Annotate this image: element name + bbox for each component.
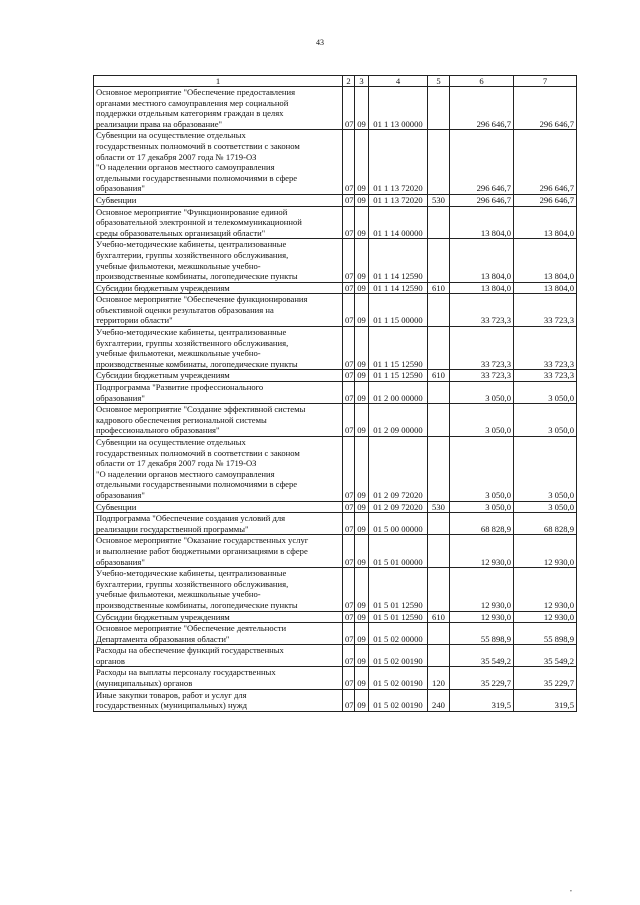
row-value-cell: 01 5 02 00190	[369, 667, 428, 689]
row-value-cell: 296 646,7	[514, 194, 577, 206]
row-value-cell: 3 050,0	[450, 437, 514, 502]
row-name-cell: Субвенции на осуществление отдельных государственных полномочий в соответствии с законом области от 17 декабря 2007 года № 1719-ОЗ "О наделении органов местного самоуправления отдельными государственными полномочиями в сфере образования"	[94, 437, 343, 502]
row-value-cell: 35 549,2	[450, 645, 514, 667]
row-value-cell: 01 5 02 00000	[369, 623, 428, 645]
row-value-cell: 09	[355, 382, 369, 404]
row-value-cell: 3 050,0	[514, 501, 577, 513]
table-row	[94, 611, 577, 623]
row-value-cell	[428, 239, 450, 282]
row-value-cell	[428, 645, 450, 667]
row-value-cell: 07	[343, 535, 355, 568]
table-row	[94, 294, 577, 327]
row-value-cell: 33 723,3	[514, 370, 577, 382]
row-value-cell: 07	[343, 645, 355, 667]
row-value-cell: 530	[428, 194, 450, 206]
row-value-cell: 12 930,0	[450, 535, 514, 568]
header-cell: 2	[343, 76, 355, 87]
row-value-cell: 07	[343, 501, 355, 513]
row-value-cell: 07	[343, 130, 355, 195]
row-value-cell: 33 723,3	[514, 327, 577, 370]
row-value-cell: 07	[343, 87, 355, 130]
header-cell: 1	[94, 76, 343, 87]
row-value-cell: 07	[343, 437, 355, 502]
row-value-cell: 07	[343, 404, 355, 437]
table-row	[94, 130, 577, 195]
row-value-cell: 07	[343, 239, 355, 282]
row-value-cell: 09	[355, 194, 369, 206]
row-value-cell: 01 1 14 12590	[369, 239, 428, 282]
row-value-cell: 33 723,3	[450, 327, 514, 370]
row-value-cell: 12 930,0	[450, 611, 514, 623]
row-value-cell: 3 050,0	[514, 437, 577, 502]
table-row	[94, 194, 577, 206]
row-value-cell: 09	[355, 501, 369, 513]
row-value-cell: 3 050,0	[450, 501, 514, 513]
row-value-cell: 35 549,2	[514, 645, 577, 667]
row-value-cell	[428, 294, 450, 327]
row-value-cell: 3 050,0	[450, 382, 514, 404]
row-name-cell: Субвенции	[94, 501, 343, 513]
row-value-cell: 07	[343, 623, 355, 645]
row-value-cell: 09	[355, 437, 369, 502]
row-value-cell: 07	[343, 611, 355, 623]
row-name-cell: Субвенции	[94, 194, 343, 206]
row-value-cell: 01 2 09 72020	[369, 501, 428, 513]
row-name-cell: Основное мероприятие "Обеспечение функционирования объективной оценки результатов образования на территории области"	[94, 294, 343, 327]
table-row	[94, 501, 577, 513]
header-cell: 5	[428, 76, 450, 87]
row-value-cell: 09	[355, 535, 369, 568]
row-name-cell: Расходы на выплаты персоналу государственных (муниципальных) органов	[94, 667, 343, 689]
row-value-cell: 12 930,0	[514, 611, 577, 623]
page-number: 43	[316, 38, 324, 47]
row-value-cell: 01 1 15 00000	[369, 294, 428, 327]
row-name-cell: Учебно-методические кабинеты, централизованные бухгалтерии, группы хозяйственного обслуживания, учебные фильмотеки, межшкольные учебно- производственные комбинаты, логопедические пункты	[94, 568, 343, 611]
row-value-cell	[428, 87, 450, 130]
row-value-cell: 09	[355, 667, 369, 689]
row-value-cell: 13 804,0	[514, 239, 577, 282]
row-value-cell: 07	[343, 370, 355, 382]
row-value-cell: 01 2 09 00000	[369, 404, 428, 437]
row-value-cell: 01 5 00 00000	[369, 513, 428, 535]
row-value-cell: 09	[355, 611, 369, 623]
header-cell: 4	[369, 76, 428, 87]
row-value-cell	[428, 382, 450, 404]
row-value-cell: 09	[355, 689, 369, 711]
row-name-cell: Субвенции на осуществление отдельных государственных полномочий в соответствии с законом области от 17 декабря 2007 года № 1719-ОЗ "О наделении органов местного самоуправления отдельными государственными полномочиями в сфере образования"	[94, 130, 343, 195]
row-value-cell: 07	[343, 194, 355, 206]
row-name-cell: Основное мероприятие "Обеспечение предоставления органами местного самоуправления мер социальной поддержки отдельным категориям граждан в целях реализации права на образование"	[94, 87, 343, 130]
row-value-cell: 55 898,9	[514, 623, 577, 645]
row-value-cell: 68 828,9	[514, 513, 577, 535]
row-name-cell: Учебно-методические кабинеты, централизованные бухгалтерии, группы хозяйственного обслуживания, учебные фильмотеки, межшкольные учебно- производственные комбинаты, логопедические пункты	[94, 239, 343, 282]
row-value-cell: 33 723,3	[450, 370, 514, 382]
row-value-cell: 35 229,7	[450, 667, 514, 689]
row-value-cell: 01 2 00 00000	[369, 382, 428, 404]
table-row	[94, 87, 577, 130]
row-value-cell: 07	[343, 327, 355, 370]
row-value-cell: 610	[428, 282, 450, 294]
row-value-cell: 09	[355, 282, 369, 294]
row-value-cell: 296 646,7	[514, 130, 577, 195]
header-cell: 6	[450, 76, 514, 87]
row-value-cell: 09	[355, 513, 369, 535]
row-value-cell: 09	[355, 206, 369, 239]
table-row	[94, 568, 577, 611]
row-value-cell: 09	[355, 568, 369, 611]
row-name-cell: Основное мероприятие "Создание эффективной системы кадрового обеспечения региональной системы профессионального образования"	[94, 404, 343, 437]
row-value-cell: 35 229,7	[514, 667, 577, 689]
row-value-cell: 01 1 13 72020	[369, 130, 428, 195]
row-value-cell: 296 646,7	[450, 130, 514, 195]
row-value-cell: 68 828,9	[450, 513, 514, 535]
row-value-cell: 07	[343, 282, 355, 294]
row-name-cell: Учебно-методические кабинеты, централизованные бухгалтерии, группы хозяйственного обслуживания, учебные фильмотеки, межшкольные учебно- производственные комбинаты, логопедические пункты	[94, 327, 343, 370]
row-value-cell: 07	[343, 382, 355, 404]
row-value-cell: 610	[428, 611, 450, 623]
row-name-cell: Подпрограмма "Развитие профессионального образования"	[94, 382, 343, 404]
row-name-cell: Подпрограмма "Обеспечение создания условий для реализации государственной программы"	[94, 513, 343, 535]
row-value-cell: 01 2 09 72020	[369, 437, 428, 502]
row-value-cell: 13 804,0	[450, 239, 514, 282]
header-cell: 3	[355, 76, 369, 87]
row-value-cell: 01 1 13 00000	[369, 87, 428, 130]
row-value-cell: 240	[428, 689, 450, 711]
row-value-cell: 610	[428, 370, 450, 382]
row-value-cell	[428, 206, 450, 239]
table-row	[94, 535, 577, 568]
row-name-cell: Основное мероприятие "Обеспечение деятельности Департамента образования области"	[94, 623, 343, 645]
row-value-cell: 07	[343, 568, 355, 611]
table-row	[94, 437, 577, 502]
row-value-cell: 3 050,0	[450, 404, 514, 437]
row-value-cell: 09	[355, 87, 369, 130]
row-value-cell: 07	[343, 689, 355, 711]
row-value-cell: 09	[355, 370, 369, 382]
table-row	[94, 382, 577, 404]
row-value-cell: 07	[343, 206, 355, 239]
scan-mark: •	[569, 889, 572, 895]
header-row	[94, 76, 577, 87]
row-value-cell: 13 804,0	[450, 282, 514, 294]
table-row	[94, 282, 577, 294]
row-value-cell: 319,5	[450, 689, 514, 711]
row-value-cell: 01 5 02 00190	[369, 689, 428, 711]
row-name-cell: Иные закупки товаров, работ и услуг для государственных (муниципальных) нужд	[94, 689, 343, 711]
row-value-cell: 01 1 14 00000	[369, 206, 428, 239]
header-cell: 7	[514, 76, 577, 87]
row-value-cell	[428, 437, 450, 502]
row-value-cell: 12 930,0	[514, 535, 577, 568]
row-name-cell: Основное мероприятие "Функционирование единой образовательной электронной и телекоммуникационной среды образовательных организаций области"	[94, 206, 343, 239]
table-row	[94, 206, 577, 239]
table-row	[94, 327, 577, 370]
row-value-cell: 01 1 15 12590	[369, 370, 428, 382]
row-name-cell: Субсидии бюджетным учреждениям	[94, 370, 343, 382]
row-value-cell: 09	[355, 623, 369, 645]
row-value-cell: 120	[428, 667, 450, 689]
row-value-cell	[428, 513, 450, 535]
table-row	[94, 239, 577, 282]
row-value-cell	[428, 327, 450, 370]
row-value-cell: 07	[343, 294, 355, 327]
budget-table	[93, 75, 577, 712]
row-value-cell: 01 1 14 12590	[369, 282, 428, 294]
row-value-cell: 3 050,0	[514, 404, 577, 437]
row-value-cell: 01 5 01 00000	[369, 535, 428, 568]
row-value-cell: 09	[355, 404, 369, 437]
row-value-cell: 07	[343, 667, 355, 689]
row-value-cell: 09	[355, 327, 369, 370]
row-value-cell: 01 5 01 12590	[369, 568, 428, 611]
row-value-cell	[428, 404, 450, 437]
row-name-cell: Расходы на обеспечение функций государственных органов	[94, 645, 343, 667]
table-row	[94, 645, 577, 667]
row-value-cell	[428, 568, 450, 611]
row-value-cell: 296 646,7	[514, 87, 577, 130]
row-value-cell: 09	[355, 645, 369, 667]
table-row	[94, 667, 577, 689]
row-value-cell: 01 5 02 00190	[369, 645, 428, 667]
row-value-cell: 3 050,0	[514, 382, 577, 404]
row-value-cell: 01 5 01 12590	[369, 611, 428, 623]
row-value-cell: 33 723,3	[450, 294, 514, 327]
row-value-cell: 319,5	[514, 689, 577, 711]
table-row	[94, 370, 577, 382]
row-value-cell	[428, 623, 450, 645]
row-name-cell: Субсидии бюджетным учреждениям	[94, 282, 343, 294]
row-value-cell: 296 646,7	[450, 87, 514, 130]
row-value-cell	[428, 130, 450, 195]
row-name-cell: Субсидии бюджетным учреждениям	[94, 611, 343, 623]
row-value-cell: 530	[428, 501, 450, 513]
row-value-cell: 01 1 13 72020	[369, 194, 428, 206]
row-value-cell: 01 1 15 12590	[369, 327, 428, 370]
row-value-cell: 12 930,0	[514, 568, 577, 611]
table-row	[94, 689, 577, 711]
row-value-cell: 33 723,3	[514, 294, 577, 327]
row-value-cell: 296 646,7	[450, 194, 514, 206]
row-value-cell: 13 804,0	[514, 206, 577, 239]
row-value-cell: 07	[343, 513, 355, 535]
row-value-cell: 09	[355, 239, 369, 282]
row-value-cell: 09	[355, 130, 369, 195]
row-value-cell: 12 930,0	[450, 568, 514, 611]
table-row	[94, 513, 577, 535]
table-row	[94, 623, 577, 645]
row-value-cell: 55 898,9	[450, 623, 514, 645]
row-value-cell: 09	[355, 294, 369, 327]
row-value-cell: 13 804,0	[514, 282, 577, 294]
row-name-cell: Основное мероприятие "Оказание государственных услуг и выполнение работ бюджетными организациями в сфере образования"	[94, 535, 343, 568]
table-row	[94, 404, 577, 437]
row-value-cell	[428, 535, 450, 568]
row-value-cell: 13 804,0	[450, 206, 514, 239]
